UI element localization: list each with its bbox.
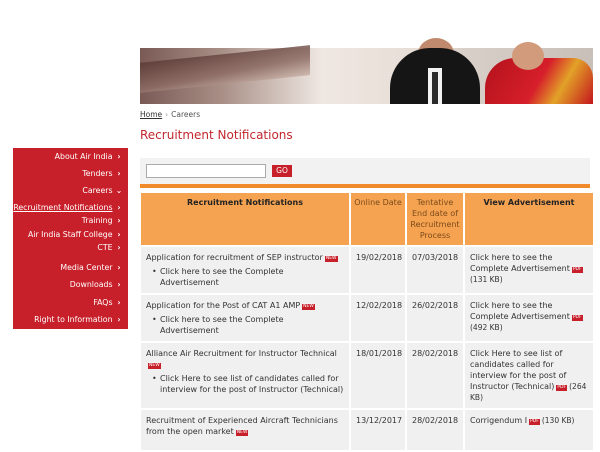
column-header-view-advertisement: View Advertisement xyxy=(465,193,593,245)
notification-cell xyxy=(141,295,349,341)
online-date: 12/02/2018 xyxy=(351,295,405,341)
pdf-icon: PDF xyxy=(557,385,567,390)
sidebar-item-downloads[interactable] xyxy=(70,280,123,289)
chevron-right-icon: › xyxy=(117,280,121,289)
advertisement-cell xyxy=(465,247,593,293)
aircraft-wing-graphic xyxy=(140,45,310,93)
notification-title: Recruitment of Experienced Aircraft Technicians from the open market xyxy=(146,416,338,436)
breadcrumb-current: Careers xyxy=(171,110,201,119)
online-date: 18/01/2018 xyxy=(351,343,405,408)
sidebar-item-careers[interactable] xyxy=(82,186,123,195)
new-badge-icon: NEW xyxy=(325,256,337,261)
online-date: 13/12/2017 xyxy=(351,410,405,450)
breadcrumb-separator: › xyxy=(165,110,169,119)
column-header-end-date: Tentative End date of Recruitment Process xyxy=(407,193,463,245)
sidebar-item-label: FAQs xyxy=(93,298,113,307)
pdf-icon: PDF xyxy=(530,419,539,424)
view-advertisement-link[interactable]: Click here to see the Complete Advertisement xyxy=(470,253,570,273)
search-bar xyxy=(140,158,590,184)
corrigendum-link[interactable]: Corrigendum I xyxy=(470,416,528,425)
file-size: (492 KB) xyxy=(470,323,503,332)
sidebar-item-label: Tenders xyxy=(82,169,113,178)
advertisement-cell xyxy=(465,343,593,408)
online-date: 19/02/2018 xyxy=(351,247,405,293)
table-row xyxy=(141,343,593,408)
chevron-right-icon: › xyxy=(117,298,121,307)
sidebar-item-cte[interactable] xyxy=(97,243,123,252)
divider xyxy=(140,184,590,188)
sidebar-item-about-air-india[interactable] xyxy=(55,152,123,161)
sidebar-item-recruitment-notifications[interactable] xyxy=(13,203,123,212)
notification-title: Application for the Post of CAT A1 AMP xyxy=(146,301,301,310)
table-row xyxy=(141,410,593,450)
new-badge-icon: NEW xyxy=(149,363,160,368)
sidebar-item-faqs[interactable] xyxy=(93,298,123,307)
pdf-icon: PDF xyxy=(572,267,582,272)
attendant-figure-head xyxy=(512,42,544,70)
breadcrumb xyxy=(140,110,200,119)
sidebar-item-label: Careers xyxy=(82,186,113,195)
end-date: 26/02/2018 xyxy=(407,295,463,341)
chevron-right-icon: › xyxy=(117,216,121,225)
pilot-tie xyxy=(432,72,438,104)
chevron-right-icon: › xyxy=(117,169,121,178)
file-size: (131 KB) xyxy=(470,275,503,284)
new-badge-icon: NEW xyxy=(303,304,314,309)
file-size: (264 KB) xyxy=(470,382,587,402)
chevron-down-icon: ⌄ xyxy=(115,186,123,195)
advertisement-cell xyxy=(465,410,593,450)
recruitment-table xyxy=(140,191,590,436)
table-header-row xyxy=(141,193,593,245)
pdf-icon: PDF xyxy=(572,315,582,320)
sidebar-item-label: Air India Staff College xyxy=(27,230,113,239)
chevron-right-icon: › xyxy=(117,263,121,272)
chevron-right-icon: › xyxy=(117,230,121,239)
column-header-online-date: Online Date xyxy=(351,193,405,245)
chevron-right-icon: › xyxy=(117,152,121,161)
end-date: 28/02/2018 xyxy=(407,410,463,450)
table-row xyxy=(141,295,593,341)
sidebar-nav xyxy=(13,148,128,329)
sidebar-item-tenders[interactable] xyxy=(82,169,123,178)
page-title: Recruitment Notifications xyxy=(140,128,293,142)
notification-cell xyxy=(141,410,349,450)
search-input[interactable] xyxy=(146,164,266,178)
go-button[interactable]: GO xyxy=(272,165,292,177)
sidebar-item-air-india-staff-college[interactable] xyxy=(28,230,123,239)
notification-cell xyxy=(141,247,349,293)
breadcrumb-home-link[interactable]: Home xyxy=(140,110,163,119)
new-badge-icon: NEW xyxy=(236,430,248,435)
sidebar-item-media-center[interactable] xyxy=(60,263,123,272)
view-advertisement-link[interactable]: Click Here to see list of candidates called for interview for the post of Instructor (Technical) xyxy=(470,349,567,391)
table-row xyxy=(141,247,593,293)
chevron-right-icon: › xyxy=(117,315,121,324)
column-header-notifications: Recruitment Notifications xyxy=(141,193,349,245)
view-advertisement-link[interactable]: Click here to see the Complete Advertisement xyxy=(470,301,570,321)
advertisement-link[interactable]: • Click here to see the Complete Advertisement xyxy=(146,314,344,336)
file-size: (130 KB) xyxy=(541,416,575,425)
sidebar-item-label: Media Center xyxy=(60,263,113,272)
advertisement-cell xyxy=(465,295,593,341)
end-date: 07/03/2018 xyxy=(407,247,463,293)
notification-title: Alliance Air Recruitment for Instructor Technical xyxy=(146,349,337,358)
chevron-right-icon: › xyxy=(117,203,121,212)
sidebar-item-label: Right to Information xyxy=(34,315,113,324)
notification-title: Application for recruitment of SEP instructor xyxy=(146,253,323,262)
sidebar-item-label: About Air India xyxy=(54,152,113,161)
sidebar-item-right-to-information[interactable] xyxy=(34,315,123,324)
header-banner-image xyxy=(140,48,593,104)
chevron-right-icon: › xyxy=(117,243,121,252)
sidebar-item-label: Recruitment Notifications xyxy=(13,203,113,212)
advertisement-link[interactable]: • Click Here to see list of candidates called for interview for the post of Instructor (Technical) xyxy=(146,373,344,395)
notification-cell xyxy=(141,343,349,408)
end-date: 28/02/2018 xyxy=(407,343,463,408)
sidebar-item-label: CTE xyxy=(97,243,113,252)
sidebar-item-label: Training xyxy=(81,216,113,225)
advertisement-link[interactable]: • Click here to see the Complete Advertisement xyxy=(146,266,344,288)
sidebar-item-label: Downloads xyxy=(69,280,113,289)
sidebar-item-training[interactable] xyxy=(82,216,123,225)
